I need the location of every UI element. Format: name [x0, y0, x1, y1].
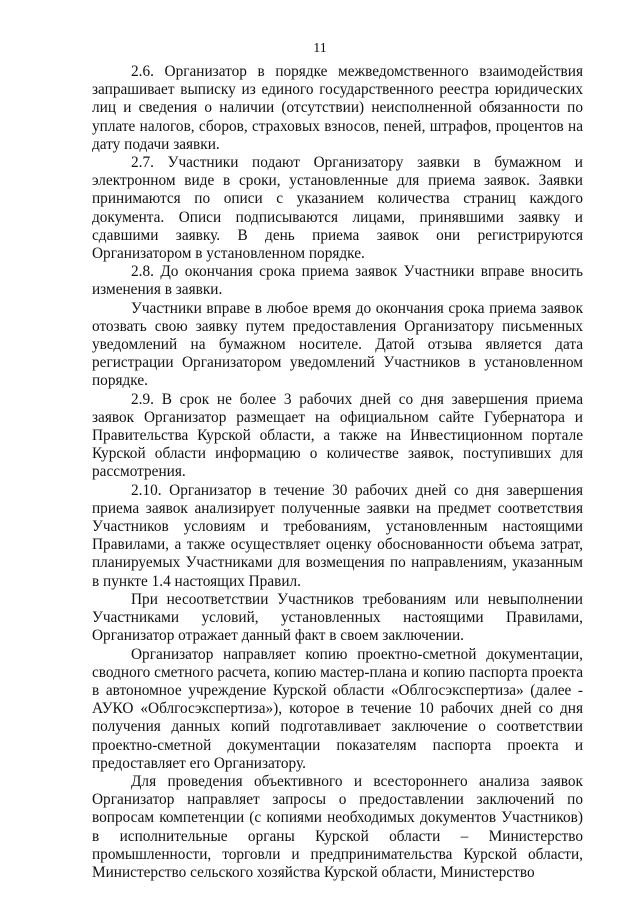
paragraph-2-6: 2.6. Организатор в порядке межведомственного взаимодействия запрашивает выписку из единого государственного реестра юридических лиц и сведения о наличии (отсутствии) неисполненной обязанности по уплате налогов, сборов, страховых взносов, пеней, штрафов, процентов на дату подачи заявки. — [92, 63, 583, 153]
paragraph-2-9: 2.9. В срок не более 3 рабочих дней со дня завершения приема заявок Организатор размещает на официальном сайте Губернатора и Правительства Курской области, а также на Инвестиционном портале Курской области информацию о количестве заявок, поступивших для рассмотрения. — [92, 390, 583, 481]
paragraph-withdrawal: Участники вправе в любое время до окончания срока приема заявок отозвать свою заявку путем предоставления Организатору письменных уведомлений на бумажном носителе. Датой отзыва является дата регистрации Организатором уведомлений Участников в установленном порядке. — [92, 299, 583, 390]
paragraph-2-7: 2.7. Участники подают Организатору заявки в бумажном и электронном виде в сроки, установленные для приема заявок. Заявки принимаются по описи с указанием количества страниц каждого документа. Описи подписываются лицами, принявшими заявку и сдавшими заявку. В день приема заявок они регистрируются Организатором в установленном порядке. — [92, 154, 583, 263]
page-number: 11 — [313, 41, 327, 56]
paragraph-2-8: 2.8. До окончания срока приема заявок Участники вправе вносить изменения в заявки. — [92, 263, 583, 299]
document-body — [92, 63, 583, 882]
paragraph-expertise: Организатор направляет копию проектно-сметной документации, сводного сметного расчета, копию мастер-плана и копию паспорта проекта в автономное учреждение Курской области «Облгосэкспертиза» (далее - АУКО «Облгосэкспертиза»), которое в течение 10 рабочих дней со дня получения данных копий подготавливает заключение о соответствии проектно-сметной документации показателям паспорта проекта и предоставляет его Организатору. — [92, 645, 583, 772]
paragraph-noncompliance: При несоответствии Участников требованиям или невыполнении Участниками условий, установленных настоящими Правилами, Организатор отражает данный факт в своем заключении. — [92, 590, 583, 645]
paragraph-requests: Для проведения объективного и всестороннего анализа заявок Организатор направляет запросы о предоставлении заключений по вопросам компетенции (с копиями необходимых документов Участников) в исполнительные органы Курской области – Министерство промышленности, торговли и предпринимательства Курской области, Министерство сельского хозяйства Курской области, Министерство — [92, 772, 583, 881]
paragraph-2-10: 2.10. Организатор в течение 30 рабочих дней со дня завершения приема заявок анализирует полученные заявки на предмет соответствия Участников условиям и требованиям, установленным настоящими Правилами, а также осуществляет оценку обоснованности объема затрат, планируемых Участниками для возмещения по направлениям, указанным в пункте 1.4 настоящих Правил. — [92, 481, 583, 590]
